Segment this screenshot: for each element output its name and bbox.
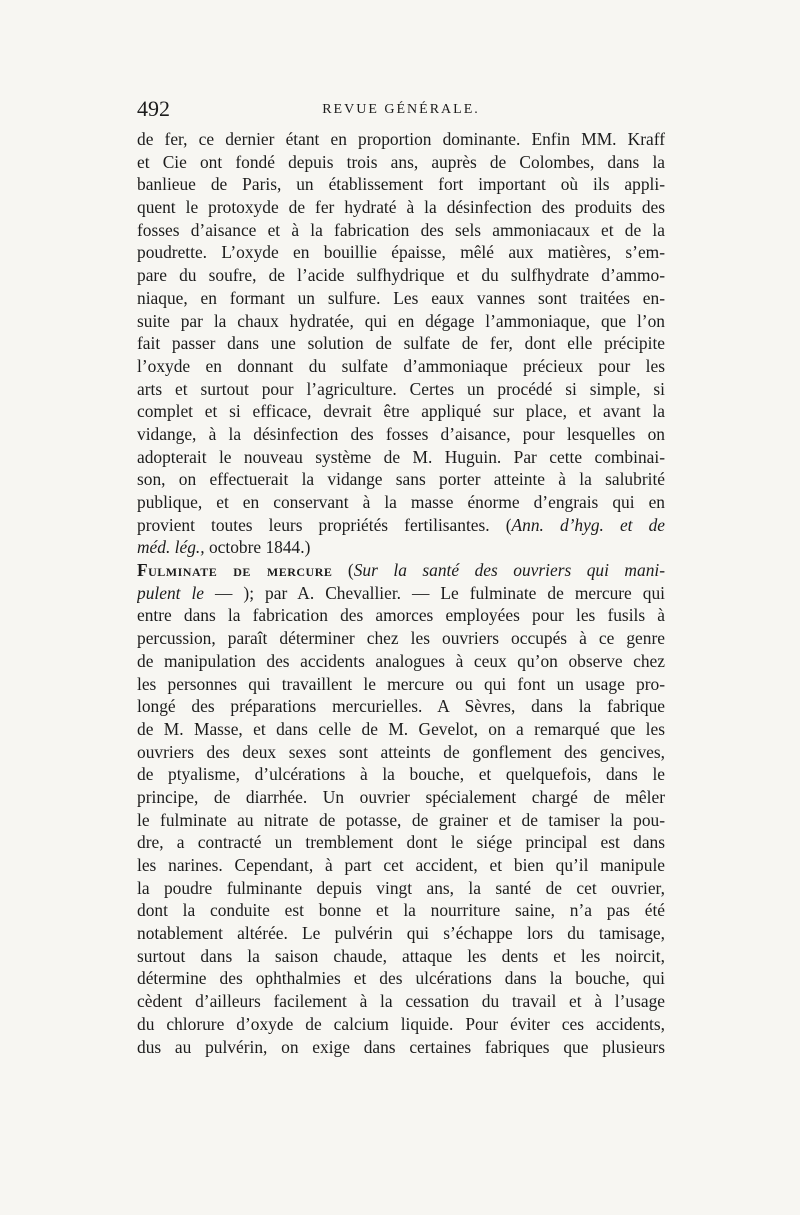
text-line — [137, 355, 665, 378]
text-line — [137, 219, 665, 242]
text-line — [137, 287, 665, 310]
text-segment: dus au pulvérin, on exige dans certaines fabriques que plusieurs — [137, 1036, 665, 1057]
text-line — [137, 627, 665, 650]
text-line — [137, 967, 665, 990]
text-segment: le fulminate au nitrate de potasse, de grainer et de tamiser la pou- — [137, 809, 665, 830]
text-segment: publique, et en conservant à la masse énorme d’engrais qui en — [137, 492, 665, 512]
text-segment: fosses d’aisance et à la fabrication des sels ammoniacaux et de la — [137, 219, 665, 240]
text-line — [137, 945, 665, 968]
text-segment: quent le protoxyde de fer hydraté à la désinfection des produits des — [137, 197, 665, 218]
text-line — [137, 831, 665, 854]
text-line — [137, 741, 665, 764]
text-segment: de M. Masse, et dans celle de M. Gevelot, on a remarqué que les — [137, 718, 665, 739]
italic-segment: Sur la santé des ouvriers qui mani- — [353, 560, 665, 581]
text-segment: adopterait le nouveau système de M. Huguin. Par cette combinai- — [137, 446, 665, 467]
text-line — [137, 809, 665, 832]
text-segment: poudrette. L’oxyde en bouillie épaisse, mêlé aux matières, s’em- — [137, 242, 665, 263]
text-line — [137, 196, 665, 219]
text-line — [137, 468, 665, 491]
text-line — [137, 1013, 665, 1036]
page-header — [137, 96, 665, 126]
text-line — [137, 378, 665, 401]
text-line — [137, 446, 665, 469]
text-line — [137, 604, 665, 627]
text-segment: principe, de diarrhée. Un ouvrier spécialement chargé de mêler — [137, 786, 665, 807]
text-line — [137, 877, 665, 900]
text-segment: banlieue de Paris, un établissement fort important où ils appli- — [137, 174, 665, 195]
text-line — [137, 763, 665, 786]
text-segment: les personnes qui travaillent le mercure ou qui font un usage pro- — [137, 673, 665, 694]
text-segment: de fer, ce dernier étant en proportion dominante. Enfin MM. Kraff — [137, 129, 665, 149]
text-segment: — ); par A. Chevallier. — Le fulminate de mercure qui — [204, 582, 665, 603]
text-line — [137, 695, 665, 718]
text-line — [137, 400, 665, 423]
text-line — [137, 332, 665, 355]
body-text — [137, 128, 665, 1058]
text-line — [137, 854, 665, 877]
text-segment: ( — [332, 560, 354, 581]
text-line — [137, 582, 665, 605]
text-segment: percussion, paraît déterminer chez les ouvriers occupés à ce genre — [137, 628, 665, 649]
text-segment: l’oxyde en donnant du sulfate d’ammoniaque précieux pour les — [137, 355, 665, 376]
text-line — [137, 514, 665, 537]
text-segment: fait passer dans une solution de sulfate de fer, dont elle précipite — [137, 333, 665, 354]
italic-segment: pulent le — [137, 582, 205, 603]
text-line — [137, 423, 665, 446]
text-segment: et Cie ont fondé depuis trois ans, auprès de Colombes, dans la — [137, 151, 665, 172]
text-segment: pare du soufre, de l’acide sulfhydrique et du sulfhydrate d’ammo- — [137, 265, 665, 286]
text-segment: surtout dans la saison chaude, attaque les dents et les noircit, — [137, 945, 665, 966]
italic-segment: méd. lég., — [137, 537, 205, 558]
text-segment: entre dans la fabrication des amorces employées pour les fusils à — [137, 605, 665, 626]
text-segment: les narines. Cependant, à part cet accident, et bien qu’il manipule — [137, 855, 665, 875]
text-line — [137, 718, 665, 741]
text-line — [137, 536, 665, 559]
text-line — [137, 559, 665, 582]
text-line — [137, 673, 665, 696]
text-segment: la poudre fulminante depuis vingt ans, la santé de cet ouvrier, — [137, 877, 665, 898]
text-line — [137, 173, 665, 196]
running-head: REVUE GÉNÉRALE. — [322, 102, 480, 117]
text-line — [137, 310, 665, 333]
section-heading: Fulminate de mercure — [137, 560, 333, 581]
text-line — [137, 151, 665, 174]
text-line — [137, 241, 665, 264]
text-segment: son, on effectuerait la vidange sans porter atteinte à la salubrité — [137, 469, 665, 490]
text-segment: détermine des ophthalmies et des ulcérations dans la bouche, qui — [137, 968, 665, 989]
text-segment: de manipulation des accidents analogues à ceux qu’on observe chez — [137, 650, 665, 671]
text-segment: dre, a contracté un tremblement dont le siége principal est dans — [137, 832, 665, 853]
page-number: 492 — [137, 96, 170, 121]
text-line — [137, 786, 665, 809]
text-segment: du chlorure d’oxyde de calcium liquide. Pour éviter ces accidents, — [137, 1013, 665, 1034]
text-line — [137, 650, 665, 673]
text-segment: suite par la chaux hydratée, qui en dégage l’ammoniaque, que l’on — [137, 310, 665, 331]
text-line — [137, 128, 665, 151]
text-segment: cèdent d’ailleurs facilement à la cessation du travail et à l’usage — [137, 991, 665, 1012]
text-segment: dont la conduite est bonne et la nourriture saine, n’a pas été — [137, 900, 665, 921]
text-line — [137, 1036, 665, 1059]
text-line — [137, 922, 665, 945]
text-segment: notablement altérée. Le pulvérin qui s’échappe lors du tamisage, — [137, 923, 665, 944]
text-line — [137, 264, 665, 287]
text-segment: de ptyalisme, d’ulcérations à la bouche, et quelquefois, dans le — [137, 764, 665, 785]
text-segment: niaque, en formant un sulfure. Les eaux vannes sont traitées en- — [137, 287, 665, 308]
text-segment: provient toutes leurs propriétés fertilisantes. ( — [137, 514, 512, 535]
text-line — [137, 491, 665, 514]
text-segment: ouvriers des deux sexes sont atteints de gonflement des gencives, — [137, 741, 665, 762]
text-segment: octobre 1844.) — [204, 537, 311, 558]
text-line — [137, 990, 665, 1013]
text-segment: vidange, à la désinfection des fosses d’aisance, pour lesquelles on — [137, 423, 665, 444]
text-segment: arts et surtout pour l’agriculture. Certes un procédé si simple, si — [137, 378, 665, 399]
text-segment: longé des préparations mercurielles. A Sèvres, dans la fabrique — [137, 696, 665, 717]
text-line — [137, 899, 665, 922]
italic-segment: Ann. d’hyg. et de — [511, 514, 665, 535]
text-segment: complet et si efficace, devrait être appliqué sur place, et avant la — [137, 401, 665, 422]
